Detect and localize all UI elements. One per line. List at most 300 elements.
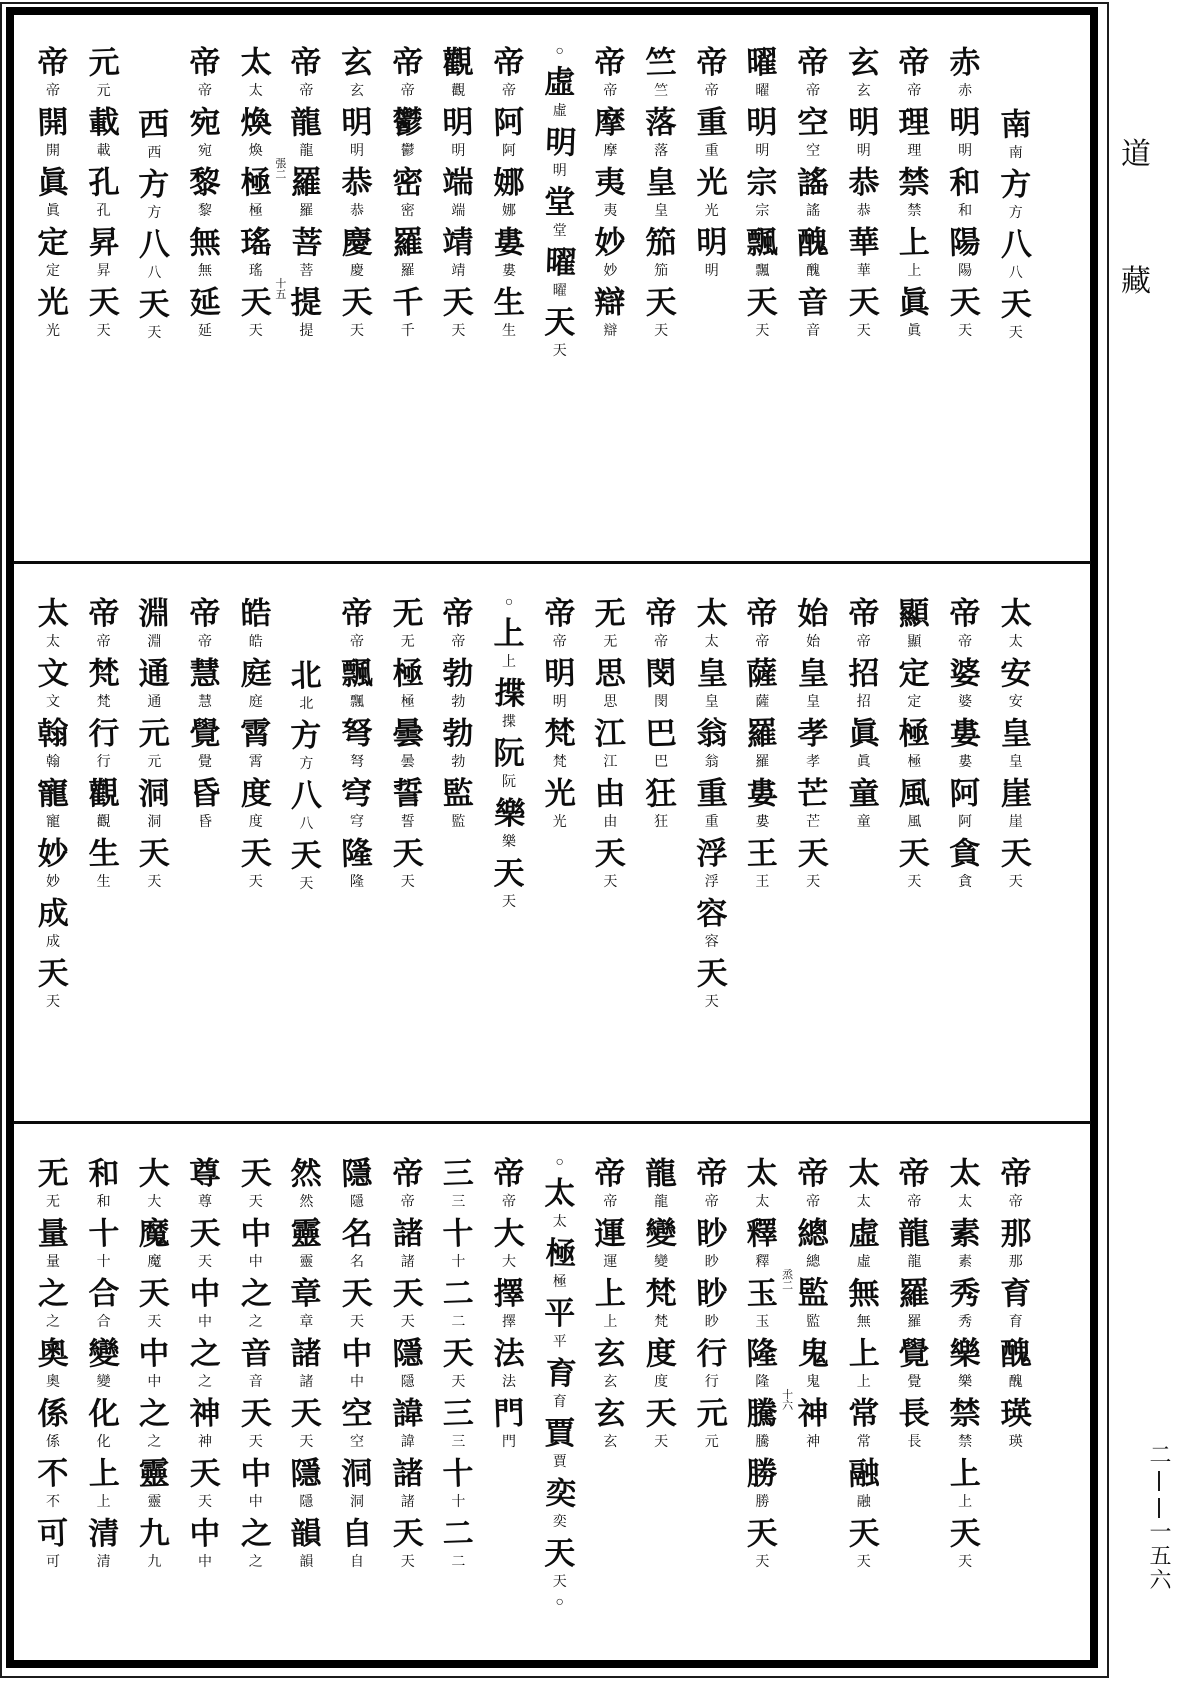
celestial-glyph: 顯 xyxy=(898,595,931,632)
celestial-glyph: 極 xyxy=(239,164,272,201)
celestial-glyph: 奧 xyxy=(36,1335,70,1372)
annotation-char: 運 xyxy=(603,1255,618,1270)
annotation-char: 天 xyxy=(248,1195,263,1210)
direction-heading-column xyxy=(287,656,325,1119)
celestial-glyph: 曇 xyxy=(391,715,424,752)
annotation-char: 容 xyxy=(704,935,719,950)
annotation-char: 上 xyxy=(502,655,517,670)
annotation-char: 之 xyxy=(147,1435,162,1450)
annotation-char: 隱 xyxy=(400,1375,415,1390)
celestial-glyph: 勃 xyxy=(442,655,475,692)
section-circle-marker: ○ xyxy=(555,1155,564,1170)
top-register xyxy=(14,15,1091,559)
celestial-glyph: 帝 xyxy=(695,1155,728,1192)
celestial-glyph: 赤 xyxy=(948,44,982,81)
annotation-char: 隆 xyxy=(755,1375,770,1390)
celestial-glyph: 陽 xyxy=(948,224,982,261)
celestial-glyph: 空 xyxy=(340,1395,374,1432)
annotation-char: 行 xyxy=(96,755,111,770)
celestial-glyph: 明 xyxy=(442,104,475,141)
celestial-glyph: 行 xyxy=(695,1335,728,1372)
celestial-glyph: 羅 xyxy=(746,715,779,752)
text-column xyxy=(338,43,376,559)
annotation-char: 龍 xyxy=(299,144,314,159)
celestial-glyph: 太 xyxy=(695,595,728,632)
celestial-glyph: 大 xyxy=(492,1215,526,1252)
celestial-glyph: 天 xyxy=(847,284,880,321)
celestial-glyph: 釋 xyxy=(746,1215,779,1252)
annotation-char: 之 xyxy=(46,1315,60,1330)
annotation-char: 皇 xyxy=(1008,755,1023,770)
celestial-glyph: 誓 xyxy=(391,775,424,812)
celestial-glyph: 慶 xyxy=(340,224,374,261)
annotation-char: 觀 xyxy=(96,815,111,830)
text-column xyxy=(287,1154,325,1657)
annotation-char: 明 xyxy=(451,144,466,159)
annotation-char: 之 xyxy=(198,1375,213,1390)
page-number-dash xyxy=(1158,1498,1160,1518)
annotation-char: 天 xyxy=(958,324,973,339)
celestial-glyph: 皓 xyxy=(239,595,272,632)
celestial-glyph: 音 xyxy=(796,284,830,321)
celestial-glyph: 重 xyxy=(695,775,728,812)
text-column xyxy=(439,1154,477,1657)
celestial-glyph: 係 xyxy=(36,1395,70,1432)
celestial-glyph: 之 xyxy=(138,1395,171,1432)
annotation-char: 大 xyxy=(147,1195,162,1210)
celestial-glyph: 元 xyxy=(87,44,120,81)
celestial-glyph: 阮 xyxy=(493,736,525,771)
annotation-char: 狂 xyxy=(654,815,669,830)
text-column xyxy=(693,1154,731,1657)
celestial-glyph: 天 xyxy=(796,835,830,872)
celestial-glyph: 章 xyxy=(290,1275,323,1312)
celestial-glyph: 載 xyxy=(87,104,120,141)
celestial-glyph: 羅 xyxy=(898,1275,931,1312)
annotation-char: 摩 xyxy=(603,144,618,159)
column-row xyxy=(14,1126,1091,1657)
celestial-glyph: 天 xyxy=(898,835,931,872)
celestial-glyph: 天 xyxy=(87,284,120,321)
annotation-char: 明 xyxy=(704,264,719,279)
annotation-char: 天 xyxy=(46,995,60,1010)
celestial-glyph: 婁 xyxy=(492,224,526,261)
annotation-char: 清 xyxy=(96,1555,111,1570)
annotation-char: 太 xyxy=(704,635,719,650)
celestial-glyph: 運 xyxy=(594,1215,627,1252)
celestial-glyph: 光 xyxy=(695,164,728,201)
celestial-glyph: 中 xyxy=(340,1335,374,1372)
celestial-glyph: 昏 xyxy=(188,775,222,812)
annotation-char: 江 xyxy=(603,755,618,770)
celestial-glyph: 開 xyxy=(36,104,70,141)
annotation-char: 總 xyxy=(806,1255,821,1270)
annotation-char: 阿 xyxy=(502,144,517,159)
register-divider-2 xyxy=(13,1121,1091,1124)
annotation-char: 太 xyxy=(552,1215,567,1230)
text-column xyxy=(186,594,224,1119)
annotation-char: 帝 xyxy=(806,84,821,99)
celestial-glyph: 浮 xyxy=(695,835,728,872)
celestial-glyph: 崖 xyxy=(999,775,1032,812)
text-column xyxy=(34,594,72,1119)
celestial-glyph: 明 xyxy=(746,104,779,141)
annotation-char: 穹 xyxy=(350,815,365,830)
annotation-char: 虛 xyxy=(856,1255,871,1270)
celestial-glyph: 觀 xyxy=(442,44,475,81)
celestial-glyph: 玄 xyxy=(594,1395,627,1432)
celestial-glyph: 清 xyxy=(87,1515,120,1552)
text-column xyxy=(997,594,1035,1119)
text-column xyxy=(845,43,883,559)
celestial-glyph: 二 xyxy=(442,1515,475,1552)
celestial-glyph: 長 xyxy=(898,1395,931,1432)
annotation-char: 瑛 xyxy=(1008,1435,1023,1450)
celestial-glyph: 太 xyxy=(239,44,272,81)
celestial-glyph: 常 xyxy=(847,1395,880,1432)
celestial-glyph: 帝 xyxy=(188,44,222,81)
celestial-glyph: 虛 xyxy=(847,1215,880,1252)
annotation-char: 婁 xyxy=(755,815,770,830)
annotation-char: 生 xyxy=(502,324,517,339)
annotation-char: 極 xyxy=(552,1275,567,1290)
annotation-char: 和 xyxy=(958,204,973,219)
celestial-glyph: 翰 xyxy=(36,715,70,752)
annotation-char: 眞 xyxy=(907,324,922,339)
celestial-glyph: 不 xyxy=(36,1455,70,1492)
annotation-char: 天 xyxy=(350,1315,365,1330)
text-column xyxy=(85,594,123,1119)
annotation-char: 極 xyxy=(248,204,263,219)
annotation-char: 方 xyxy=(299,757,314,772)
celestial-glyph: 定 xyxy=(36,224,70,261)
section-circle-marker: ○ xyxy=(555,1595,564,1610)
celestial-glyph: 帝 xyxy=(746,595,779,632)
annotation-char: 薩 xyxy=(755,695,770,710)
celestial-glyph: 阿 xyxy=(948,775,982,812)
celestial-glyph: 寵 xyxy=(36,775,70,812)
celestial-glyph: 天 xyxy=(544,305,576,340)
celestial-glyph: 西 xyxy=(138,106,171,143)
celestial-glyph: 帝 xyxy=(898,1155,931,1192)
celestial-glyph: 天 xyxy=(340,1275,374,1312)
celestial-glyph: 薩 xyxy=(746,655,779,692)
celestial-glyph: 勝 xyxy=(746,1455,779,1492)
annotation-char: 无 xyxy=(400,635,415,650)
annotation-char: 風 xyxy=(907,815,922,830)
annotation-char: 無 xyxy=(198,264,213,279)
annotation-char: 閔 xyxy=(654,695,669,710)
annotation-char: 光 xyxy=(552,815,567,830)
annotation-char: 之 xyxy=(248,1315,263,1330)
celestial-glyph: 天 xyxy=(695,955,728,992)
celestial-glyph: 明 xyxy=(847,104,880,141)
annotation-char: 招 xyxy=(856,695,871,710)
annotation-char: 變 xyxy=(96,1375,111,1390)
annotation-char: 中 xyxy=(248,1495,263,1510)
annotation-char: 光 xyxy=(704,204,719,219)
celestial-glyph: 羅 xyxy=(290,165,322,200)
annotation-char: 曜 xyxy=(755,84,770,99)
celestial-glyph: 芒 xyxy=(796,775,830,812)
annotation-char: 諸 xyxy=(299,1375,314,1390)
annotation-char: 上 xyxy=(907,264,922,279)
celestial-glyph: 眞 xyxy=(847,715,880,752)
celestial-glyph: 度 xyxy=(644,1335,678,1372)
celestial-glyph: 中 xyxy=(138,1335,171,1372)
annotation-char: 天 xyxy=(755,324,770,339)
text-column xyxy=(439,594,477,1119)
celestial-glyph: 隆 xyxy=(746,1335,779,1372)
annotation-char: 太 xyxy=(1008,635,1023,650)
annotation-char: 上 xyxy=(603,1315,618,1330)
celestial-glyph: 帝 xyxy=(340,595,374,632)
celestial-glyph: 重 xyxy=(695,104,728,141)
annotation-char: 眞 xyxy=(856,755,871,770)
celestial-glyph: 極 xyxy=(544,1235,577,1272)
annotation-char: 南 xyxy=(1008,146,1023,161)
annotation-char: 素 xyxy=(958,1255,973,1270)
annotation-char: 天 xyxy=(198,1495,213,1510)
celestial-glyph: 天 xyxy=(391,1275,424,1312)
annotation-char: 方 xyxy=(147,206,162,221)
celestial-glyph: 飄 xyxy=(340,655,374,692)
celestial-glyph: 禁 xyxy=(898,164,931,201)
annotation-char: 靖 xyxy=(451,264,466,279)
annotation-char: 常 xyxy=(856,1435,871,1450)
annotation-char: 霄 xyxy=(248,755,263,770)
annotation-char: 夷 xyxy=(603,204,618,219)
celestial-glyph: 穹 xyxy=(340,775,374,812)
annotation-char: 係 xyxy=(46,1435,60,1450)
annotation-char: 天 xyxy=(451,1375,466,1390)
annotation-char: 揲 xyxy=(502,715,517,730)
celestial-glyph: 天 xyxy=(493,856,525,891)
celestial-glyph: 八 xyxy=(290,777,323,814)
celestial-glyph: 帝 xyxy=(594,1155,627,1192)
annotation-char: 中 xyxy=(350,1375,365,1390)
annotation-char: 恭 xyxy=(350,204,365,219)
annotation-char: 竺 xyxy=(654,84,669,99)
annotation-char: 巴 xyxy=(654,755,669,770)
annotation-char: 曇 xyxy=(400,755,415,770)
annotation-char: 飄 xyxy=(755,264,770,279)
annotation-char: 明 xyxy=(958,144,973,159)
annotation-char: 帝 xyxy=(400,1195,415,1210)
annotation-char: 帝 xyxy=(704,84,719,99)
celestial-glyph: 天 xyxy=(138,835,171,872)
celestial-glyph: 由 xyxy=(594,775,627,812)
celestial-glyph: 落 xyxy=(644,104,678,141)
celestial-glyph: 摩 xyxy=(594,104,627,141)
celestial-glyph: 天 xyxy=(239,835,272,872)
annotation-char: 十 xyxy=(96,1255,111,1270)
annotation-char: 笳 xyxy=(654,264,669,279)
annotation-char: 天 xyxy=(147,326,162,341)
annotation-char: 帝 xyxy=(704,1195,719,1210)
annotation-char: 天 xyxy=(248,324,263,339)
celestial-glyph: 狂 xyxy=(644,775,678,812)
celestial-glyph: 上 xyxy=(87,1455,120,1492)
margin-label-dao: 道 xyxy=(1121,138,1151,171)
celestial-glyph: 曜 xyxy=(746,44,779,81)
page-number: 一五六 xyxy=(1147,1520,1172,1592)
annotation-char: 育 xyxy=(552,1395,567,1410)
celestial-glyph: 宗 xyxy=(746,164,779,201)
annotation-char: 禁 xyxy=(907,204,922,219)
celestial-glyph: 光 xyxy=(36,284,70,321)
annotation-char: 帝 xyxy=(552,635,567,650)
celestial-glyph: 變 xyxy=(87,1335,120,1372)
annotation-char: 度 xyxy=(654,1375,669,1390)
celestial-glyph: 鬼 xyxy=(797,1335,831,1372)
annotation-char: 天 xyxy=(755,1555,770,1570)
annotation-char: 浮 xyxy=(704,875,719,890)
celestial-glyph: 帝 xyxy=(695,44,728,81)
text-column xyxy=(389,594,427,1119)
annotation-char: 帝 xyxy=(502,84,517,99)
celestial-glyph: 空 xyxy=(796,104,830,141)
celestial-glyph: 天 xyxy=(290,837,323,874)
celestial-glyph: 帝 xyxy=(594,44,627,81)
celestial-glyph: 樂 xyxy=(948,1335,982,1372)
celestial-glyph: 天 xyxy=(999,835,1032,872)
celestial-glyph: 天 xyxy=(999,286,1032,323)
section-circle-marker: ○ xyxy=(504,595,514,610)
celestial-glyph: 孝 xyxy=(796,715,830,752)
annotation-char: 煥 xyxy=(248,144,263,159)
celestial-glyph: 諸 xyxy=(391,1455,424,1492)
annotation-char: 諱 xyxy=(400,1435,415,1450)
annotation-char: 上 xyxy=(96,1495,111,1510)
celestial-glyph: 奕 xyxy=(544,1475,577,1512)
annotation-char: 八 xyxy=(147,266,162,281)
celestial-glyph: 神 xyxy=(188,1395,222,1432)
celestial-glyph: 九 xyxy=(138,1515,171,1552)
celestial-glyph: 光 xyxy=(543,775,576,812)
celestial-glyph: 文 xyxy=(36,655,70,692)
celestial-glyph: 娜 xyxy=(492,164,526,201)
annotation-char: 孔 xyxy=(96,204,111,219)
celestial-glyph: 无 xyxy=(36,1155,70,1192)
text-column xyxy=(794,594,832,1119)
celestial-glyph: 梵 xyxy=(87,655,120,692)
celestial-glyph: 監 xyxy=(797,1276,829,1311)
text-column xyxy=(591,594,629,1119)
celestial-glyph: 南 xyxy=(999,106,1032,143)
celestial-glyph: 帝 xyxy=(796,1155,830,1192)
text-column xyxy=(693,43,731,559)
annotation-char: 理 xyxy=(907,144,922,159)
annotation-char: 帝 xyxy=(806,1195,821,1210)
celestial-glyph: 上 xyxy=(898,224,931,261)
annotation-char: 慧 xyxy=(198,695,213,710)
celestial-glyph: 霄 xyxy=(239,715,272,752)
annotation-char: 釋 xyxy=(755,1255,770,1270)
annotation-char: 神 xyxy=(806,1435,821,1450)
celestial-glyph: 平 xyxy=(544,1296,576,1331)
collation-note-text: 張二 xyxy=(275,158,287,181)
celestial-glyph: 帝 xyxy=(492,44,526,81)
annotation-char: 北 xyxy=(299,697,314,712)
annotation-char: 度 xyxy=(248,815,263,830)
annotation-char: 帝 xyxy=(907,84,922,99)
celestial-glyph: 三 xyxy=(442,1395,475,1432)
annotation-char: 梵 xyxy=(96,695,111,710)
annotation-char: 眇 xyxy=(704,1255,719,1270)
annotation-char: 明 xyxy=(552,164,567,179)
annotation-char: 帝 xyxy=(198,635,213,650)
annotation-char: 靈 xyxy=(147,1495,162,1510)
celestial-glyph: 太 xyxy=(36,595,70,632)
annotation-char: 天 xyxy=(299,877,314,892)
annotation-char: 生 xyxy=(96,875,111,890)
celestial-glyph: 成 xyxy=(36,895,70,932)
annotation-char: 天 xyxy=(147,1315,162,1330)
celestial-glyph: 無 xyxy=(188,224,222,261)
annotation-char: 觀 xyxy=(451,84,466,99)
annotation-char: 大 xyxy=(502,1255,517,1270)
annotation-char: 庭 xyxy=(248,695,263,710)
annotation-char: 黎 xyxy=(198,204,213,219)
celestial-glyph: 隱 xyxy=(340,1155,374,1192)
text-column xyxy=(237,1154,275,1657)
text-column xyxy=(642,1154,680,1657)
annotation-char: 中 xyxy=(147,1375,162,1390)
annotation-char: 三 xyxy=(451,1435,466,1450)
celestial-glyph: 諸 xyxy=(290,1335,323,1372)
celestial-glyph: 天 xyxy=(644,1395,678,1432)
collation-note-text: 十六 xyxy=(782,1389,794,1412)
celestial-glyph: 帝 xyxy=(290,44,323,81)
celestial-glyph: 揲 xyxy=(493,675,527,712)
celestial-glyph: 天 xyxy=(138,286,171,323)
annotation-char: 章 xyxy=(299,1315,314,1330)
annotation-char: 安 xyxy=(1008,695,1023,710)
annotation-char: 千 xyxy=(400,324,415,339)
celestial-glyph: 和 xyxy=(948,164,982,201)
celestial-glyph: 飄 xyxy=(746,224,779,261)
direction-heading-column xyxy=(135,105,173,559)
celestial-glyph: 靈 xyxy=(138,1455,171,1492)
celestial-glyph: 理 xyxy=(898,104,931,141)
annotation-char: 皇 xyxy=(704,695,719,710)
celestial-glyph: 量 xyxy=(36,1215,70,1252)
annotation-char: 帝 xyxy=(96,635,111,650)
annotation-char: 天 xyxy=(198,1255,213,1270)
annotation-char: 天 xyxy=(654,324,669,339)
celestial-glyph: 菩 xyxy=(291,224,324,261)
annotation-char: 无 xyxy=(603,635,618,650)
annotation-char: 光 xyxy=(46,324,60,339)
annotation-char: 明 xyxy=(350,144,365,159)
direction-heading-column xyxy=(997,105,1035,559)
annotation-char: 龍 xyxy=(907,1255,922,1270)
celestial-glyph: 貪 xyxy=(948,835,982,872)
celestial-glyph: 无 xyxy=(391,595,424,632)
annotation-char: 天 xyxy=(147,875,162,890)
text-column xyxy=(541,43,579,559)
celestial-glyph: 音 xyxy=(239,1335,272,1372)
annotation-char: 中 xyxy=(198,1555,213,1570)
text-column xyxy=(591,1154,629,1657)
celestial-glyph: 堂 xyxy=(544,185,576,220)
celestial-glyph: 恭 xyxy=(340,164,374,201)
annotation-char: 太 xyxy=(856,1195,871,1210)
celestial-glyph: 之 xyxy=(36,1275,70,1312)
celestial-glyph: 天 xyxy=(391,1515,424,1552)
celestial-glyph: 千 xyxy=(391,284,424,321)
